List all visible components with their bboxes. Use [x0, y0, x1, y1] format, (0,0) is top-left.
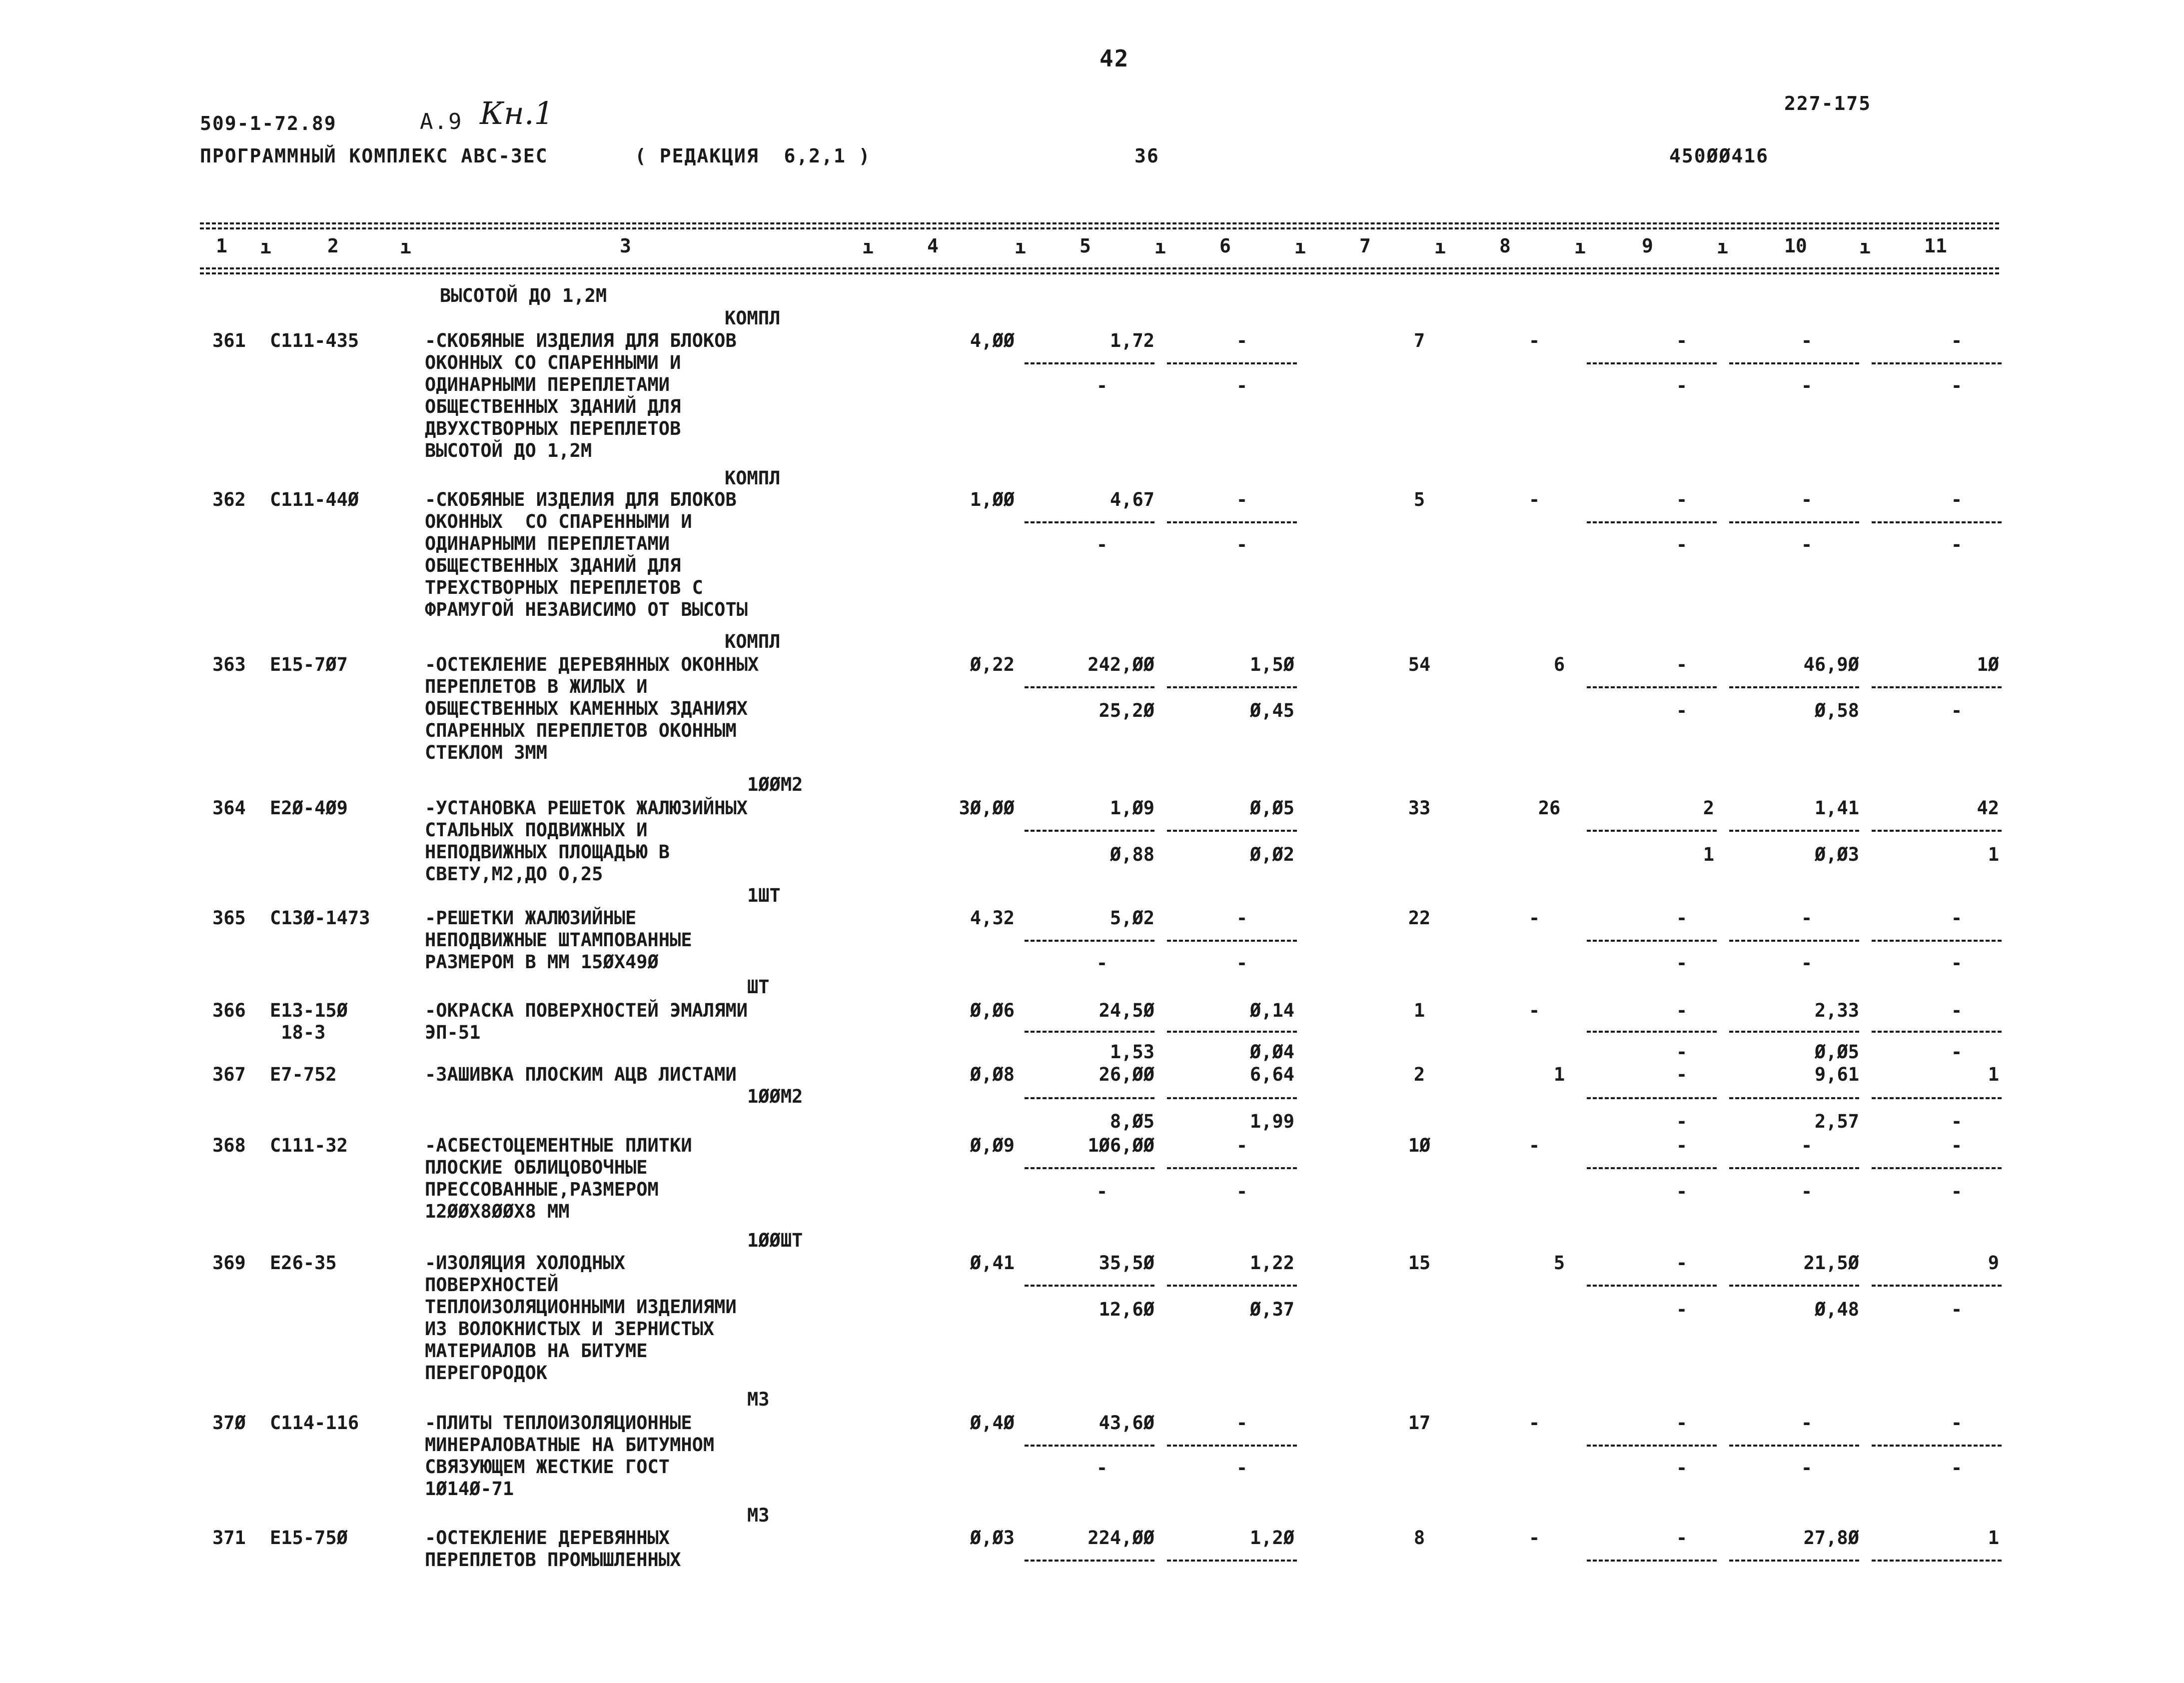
row-description: -СКОБЯНЫЕ ИЗДЕЛИЯ ДЛЯ БЛОКОВ ОКОННЫХ СО СПАРЕННЫМИ И ОДИНАРНЫМИ ПЕРЕПЛЕТАМИ ОБЩЕСТВЕННЫХ ЗДАНИЙ ДЛЯ ДВУХСТВОРНЫХ ПЕРЕПЛЕТОВ ВЫСОТОЙ ДО 1,2М	[425, 330, 737, 461]
value-underline	[1167, 1445, 1297, 1447]
value-underline	[1729, 940, 1859, 942]
row-number: 363	[212, 654, 246, 675]
row-description: -УСТАНОВКА РЕШЕТОК ЖАЛЮЗИЙНЫХ СТАЛЬНЫХ ПОДВИЖНЫХ И НЕПОДВИЖНЫХ ПЛОЩАДЬЮ В СВЕТУ,М2,ДО О,25	[425, 797, 748, 885]
column-header-9: 9	[1642, 235, 1653, 257]
row-col11: -	[1951, 1000, 1963, 1021]
row-code: Е7-752	[270, 1064, 337, 1085]
value-underline	[1587, 1285, 1717, 1287]
row-number: 368	[212, 1135, 246, 1156]
column-header-2: 2	[327, 235, 339, 257]
row-unit: М3	[747, 1389, 770, 1410]
value-underline	[1167, 1097, 1297, 1099]
row-col6-sub: Ø,Ø4	[1249, 1041, 1294, 1063]
row-number: 369	[212, 1252, 246, 1274]
row-col4: Ø,Ø9	[970, 1135, 1015, 1156]
value-underline	[1872, 1031, 2002, 1033]
row-col11-sub: -	[1951, 1457, 1963, 1479]
row-col10-sub: -	[1801, 375, 1813, 396]
row-col5: 1,72	[1109, 330, 1154, 351]
row-col10-sub: 2,57	[1814, 1111, 1859, 1132]
row-number: 361	[212, 330, 246, 351]
value-underline	[1872, 830, 2002, 832]
row-col9: -	[1676, 1000, 1688, 1021]
row-col8: -	[1528, 330, 1540, 351]
row-col10: -	[1801, 1135, 1813, 1156]
row-col6: -	[1236, 330, 1248, 351]
row-col7: 8	[1413, 1527, 1425, 1549]
row-col10-sub: -	[1801, 1181, 1813, 1202]
column-separator: ı	[862, 236, 874, 258]
table-rule-header-bottom-2	[200, 272, 1999, 276]
row-code: С111-32	[270, 1135, 348, 1156]
value-underline	[1167, 521, 1297, 523]
row-col9: -	[1676, 1412, 1688, 1434]
row-code: С111-435	[270, 330, 359, 351]
row-col9: -	[1676, 907, 1688, 929]
value-underline	[1872, 521, 2002, 523]
row-number: 365	[212, 907, 246, 929]
row-col8: -	[1528, 1135, 1540, 1156]
row-col5: 24,5Ø	[1098, 1000, 1154, 1021]
value-underline	[1025, 1097, 1154, 1099]
row-col7: 54	[1408, 654, 1431, 675]
row-col6: -	[1236, 1412, 1248, 1434]
row-col11-sub: -	[1951, 375, 1963, 396]
value-underline	[1729, 1445, 1859, 1447]
row-col9-sub: -	[1676, 1181, 1688, 1202]
row-unit: 1ØØШТ	[747, 1230, 803, 1251]
row-col6-sub: Ø,Ø2	[1249, 844, 1294, 865]
row-col7: 15	[1408, 1252, 1431, 1274]
row-col7: 5	[1413, 489, 1425, 510]
value-underline	[1167, 1031, 1297, 1033]
row-col10: 46,9Ø	[1803, 654, 1859, 675]
row-unit: КОМПЛ	[725, 307, 781, 329]
row-col10-sub: -	[1801, 1457, 1813, 1479]
value-underline	[1167, 686, 1297, 688]
document-code: 509-1-72.89	[200, 112, 337, 134]
row-col6: Ø,14	[1249, 1000, 1294, 1021]
row-col11: 9	[1988, 1252, 1999, 1274]
row-col6: -	[1236, 907, 1248, 929]
row-code: Е2Ø-4Ø9	[270, 797, 348, 819]
column-header-5: 5	[1080, 235, 1091, 257]
row-col11: 1	[1988, 1527, 1999, 1549]
column-header-7: 7	[1359, 235, 1371, 257]
row-code: Е26-35	[270, 1252, 337, 1274]
row-col5: 1Ø6,ØØ	[1088, 1135, 1154, 1156]
row-col6: 1,2Ø	[1249, 1527, 1294, 1549]
value-underline	[1587, 1031, 1717, 1033]
row-col9-sub: -	[1676, 534, 1688, 555]
value-underline	[1025, 1445, 1154, 1447]
row-col6-sub: -	[1236, 375, 1248, 396]
row-col11: 1	[1988, 1064, 1999, 1085]
page-number: 42	[1099, 45, 1129, 72]
value-underline	[1872, 686, 2002, 688]
row-col11: 42	[1977, 797, 1999, 819]
column-header-8: 8	[1499, 235, 1511, 257]
row-col5-sub: 8,Ø5	[1109, 1111, 1154, 1132]
row-col5: 1,Ø9	[1109, 797, 1154, 819]
row-col10: -	[1801, 489, 1813, 510]
row-col10: -	[1801, 907, 1813, 929]
row-col6-sub: -	[1236, 1457, 1248, 1479]
value-underline	[1729, 1560, 1859, 1562]
row-col10-sub: Ø,58	[1814, 700, 1859, 721]
row-col9: -	[1676, 1064, 1688, 1085]
row-col6-sub: -	[1236, 1181, 1248, 1202]
value-underline	[1587, 521, 1717, 523]
table-rule-header-bottom	[200, 267, 1999, 271]
value-underline	[1872, 1445, 2002, 1447]
row-col6: 1,5Ø	[1249, 654, 1294, 675]
row-number: 371	[212, 1527, 246, 1549]
sheet-number: 36	[1134, 145, 1159, 167]
row-col10: 27,8Ø	[1803, 1527, 1859, 1549]
row-col6: -	[1236, 489, 1248, 510]
row-col5-sub: 12,6Ø	[1098, 1299, 1154, 1320]
row-col7: 17	[1408, 1412, 1431, 1434]
row-col9-sub: -	[1676, 700, 1688, 721]
row-unit: 1ШТ	[747, 885, 781, 906]
row-col5-sub: -	[1096, 375, 1108, 396]
value-underline	[1025, 830, 1154, 832]
value-underline	[1025, 940, 1154, 942]
value-underline	[1872, 1097, 2002, 1099]
value-underline	[1872, 1285, 2002, 1287]
row-col6-sub: 1,99	[1249, 1111, 1294, 1132]
row-unit: КОМПЛ	[725, 467, 781, 489]
row-col10-sub: -	[1801, 534, 1813, 555]
row-col7: 2	[1413, 1064, 1425, 1085]
value-underline	[1167, 1285, 1297, 1287]
value-underline	[1587, 362, 1717, 364]
row-col11-sub: -	[1951, 1299, 1963, 1320]
row-unit: 1ØØМ2	[747, 1086, 803, 1107]
row-col5-sub: -	[1096, 1181, 1108, 1202]
row-col5-sub: -	[1096, 534, 1108, 555]
row-col9: -	[1676, 489, 1688, 510]
row-col9-sub: -	[1676, 375, 1688, 396]
row-col5-sub: 1,53	[1109, 1041, 1154, 1063]
row-col11-sub: 1	[1988, 844, 1999, 865]
value-underline	[1729, 362, 1859, 364]
row-col11-sub: -	[1951, 1181, 1963, 1202]
row-unit: КОМПЛ	[725, 631, 781, 652]
row-col7: 33	[1408, 797, 1431, 819]
row-col6-sub: -	[1236, 952, 1248, 974]
row-col11-sub: -	[1951, 700, 1963, 721]
row-col8: -	[1528, 1412, 1540, 1434]
row-col6: Ø,Ø5	[1249, 797, 1294, 819]
value-underline	[1872, 362, 2002, 364]
column-separator: ı	[1015, 236, 1026, 258]
row-code: С13Ø-1473	[270, 907, 370, 929]
row-col10: -	[1801, 330, 1813, 351]
value-underline	[1587, 1097, 1717, 1099]
row-col5-sub: 25,2Ø	[1098, 700, 1154, 721]
row-description: -АСБЕСТОЦЕМЕНТНЫЕ ПЛИТКИ ПЛОСКИЕ ОБЛИЦОВОЧНЫЕ ПРЕССОВАННЫЕ,РАЗМЕРОМ 12ØØХ8ØØХ8 ММ	[425, 1135, 692, 1222]
column-header-1: 1	[216, 235, 227, 257]
row-col5-sub: Ø,88	[1109, 844, 1154, 865]
column-separator: ı	[1717, 236, 1728, 258]
row-col4: 4,ØØ	[970, 330, 1015, 351]
row-col9-sub: -	[1676, 1457, 1688, 1479]
row-description: -ОКРАСКА ПОВЕРХНОСТЕЙ ЭМАЛЯМИ ЭП-51	[425, 1000, 748, 1043]
row-col9-sub: -	[1676, 1041, 1688, 1063]
row-description: -ОСТЕКЛЕНИЕ ДЕРЕВЯННЫХ ОКОННЫХ ПЕРЕПЛЕТОВ В ЖИЛЫХ И ОБЩЕСТВЕННЫХ КАМЕННЫХ ЗДАНИЯХ СПАРЕННЫХ ПЕРЕПЛЕТОВ ОКОННЫМ СТЕКЛОМ 3ММ	[425, 654, 759, 763]
row-col4: Ø,41	[970, 1252, 1015, 1274]
row-col10: 1,41	[1814, 797, 1859, 819]
value-underline	[1729, 1031, 1859, 1033]
value-underline	[1025, 686, 1154, 688]
value-underline	[1167, 362, 1297, 364]
row-unit: М3	[747, 1505, 770, 1526]
row-col11-sub: -	[1951, 1041, 1963, 1063]
row-col4: Ø,Ø8	[970, 1064, 1015, 1085]
row-col11-sub: -	[1951, 1111, 1963, 1132]
row-unit: 1ØØМ2	[747, 774, 803, 795]
row-col5: 242,ØØ	[1088, 654, 1154, 675]
value-underline	[1872, 940, 2002, 942]
row-col5: 5,Ø2	[1109, 907, 1154, 929]
row-code: С114-116	[270, 1412, 359, 1434]
row-col10: -	[1801, 1412, 1813, 1434]
handwritten-book-number: Кн.1	[480, 95, 554, 131]
column-header-4: 4	[927, 235, 939, 257]
row-col8: 5	[1553, 1252, 1565, 1274]
row-col5-sub: -	[1096, 952, 1108, 974]
row-description: -ОСТЕКЛЕНИЕ ДЕРЕВЯННЫХ ПЕРЕПЛЕТОВ ПРОМЫШЛЕННЫХ	[425, 1527, 681, 1571]
row-col8: 6	[1553, 654, 1565, 675]
row-col9: -	[1676, 330, 1688, 351]
row-code: С111-44Ø	[270, 489, 359, 510]
row-col11: -	[1951, 907, 1963, 929]
value-underline	[1729, 686, 1859, 688]
row-col4: 1,ØØ	[970, 489, 1015, 510]
row-col6: -	[1236, 1135, 1248, 1156]
row-number: 362	[212, 489, 246, 510]
value-underline	[1587, 940, 1717, 942]
row-code: Е13-15Ø 18-3	[270, 1000, 348, 1043]
row-col5: 35,5Ø	[1098, 1252, 1154, 1274]
row-col6: 6,64	[1249, 1064, 1294, 1085]
row-code: Е15-7Ø7	[270, 654, 348, 675]
row-col4: 3Ø,ØØ	[959, 797, 1015, 819]
row-col6-sub: Ø,45	[1249, 700, 1294, 721]
row-number: 366	[212, 1000, 246, 1021]
value-underline	[1025, 1031, 1154, 1033]
row-col4: Ø,Ø3	[970, 1527, 1015, 1549]
row-col7: 1	[1413, 1000, 1425, 1021]
row-col9: -	[1676, 654, 1688, 675]
row-col9: -	[1676, 1135, 1688, 1156]
value-underline	[1025, 1285, 1154, 1287]
value-underline	[1167, 1560, 1297, 1562]
column-separator: ı	[400, 236, 411, 258]
value-underline	[1025, 362, 1154, 364]
row-col8: 1	[1553, 1064, 1565, 1085]
row-col5: 43,6Ø	[1098, 1412, 1154, 1434]
row-col11: 1Ø	[1977, 654, 1999, 675]
row-col9: -	[1676, 1527, 1688, 1549]
row-col10-sub: Ø,Ø5	[1814, 1041, 1859, 1063]
row-description: -ИЗОЛЯЦИЯ ХОЛОДНЫХ ПОВЕРХНОСТЕЙ ТЕПЛОИЗОЛЯЦИОННЫМИ ИЗДЕЛИЯМИ ИЗ ВОЛОКНИСТЫХ И ЗЕРНИСТЫХ МАТЕРИАЛОВ НА БИТУМЕ ПЕРЕГОРОДОК	[425, 1252, 737, 1384]
column-header-6: 6	[1219, 235, 1231, 257]
row-col6-sub: Ø,37	[1249, 1299, 1294, 1320]
value-underline	[1872, 1167, 2002, 1169]
row-col7: 7	[1413, 330, 1425, 351]
row-col11-sub: -	[1951, 952, 1963, 974]
column-separator: ı	[1154, 236, 1166, 258]
column-separator: ı	[1859, 236, 1871, 258]
row-description: -СКОБЯНЫЕ ИЗДЕЛИЯ ДЛЯ БЛОКОВ ОКОННЫХ СО СПАРЕННЫМИ И ОДИНАРНЫМИ ПЕРЕПЛЕТАМИ ОБЩЕСТВЕННЫХ ЗДАНИЙ ДЛЯ ТРЕХСТВОРНЫХ ПЕРЕПЛЕТОВ С ФРАМУГОЙ НЕЗАВИСИМО ОТ ВЫСОТЫ	[425, 489, 748, 620]
value-underline	[1729, 521, 1859, 523]
row-col8: -	[1528, 1527, 1540, 1549]
row-col11: -	[1951, 1135, 1963, 1156]
row-col11-sub: -	[1951, 534, 1963, 555]
row-col8: -	[1528, 489, 1540, 510]
row-col9: 2	[1703, 797, 1714, 819]
row-col9-sub: -	[1676, 1111, 1688, 1132]
row-col7: 22	[1408, 907, 1431, 929]
column-header-10: 10	[1784, 235, 1807, 257]
row-col5: 224,ØØ	[1088, 1527, 1154, 1549]
value-underline	[1729, 1285, 1859, 1287]
value-underline	[1872, 1560, 2002, 1562]
row-col9-sub: 1	[1703, 844, 1714, 865]
row-col9: -	[1676, 1252, 1688, 1274]
column-separator: ı	[1574, 236, 1586, 258]
row-col5-sub: -	[1096, 1457, 1108, 1479]
value-underline	[1587, 1167, 1717, 1169]
album-label: А.9	[420, 109, 463, 134]
row-col4: 4,32	[970, 907, 1015, 929]
row-col10-sub: Ø,Ø3	[1814, 844, 1859, 865]
value-underline	[1587, 1560, 1717, 1562]
value-underline	[1167, 1167, 1297, 1169]
column-header-3: 3	[620, 235, 631, 257]
row-col10: 9,61	[1814, 1064, 1859, 1085]
row-col7: 1Ø	[1408, 1135, 1431, 1156]
row-col10-sub: Ø,48	[1814, 1299, 1859, 1320]
row-col9-sub: -	[1676, 1299, 1688, 1320]
value-underline	[1587, 1445, 1717, 1447]
row-code: Е15-75Ø	[270, 1527, 348, 1549]
row-col8: -	[1528, 907, 1540, 929]
row-number: 37Ø	[212, 1412, 246, 1434]
row-col9-sub: -	[1676, 952, 1688, 974]
continuation-text: ВЫСОТОЙ ДО 1,2М	[440, 285, 607, 306]
value-underline	[1587, 830, 1717, 832]
row-col4: Ø,22	[970, 654, 1015, 675]
row-col10: 2,33	[1814, 1000, 1859, 1021]
value-underline	[1167, 830, 1297, 832]
column-separator: ı	[260, 236, 271, 258]
row-col11: -	[1951, 330, 1963, 351]
row-description: -РЕШЕТКИ ЖАЛЮЗИЙНЫЕ НЕПОДВИЖНЫЕ ШТАМПОВАННЫЕ РАЗМЕРОМ В ММ 15ØХ49Ø	[425, 907, 692, 973]
value-underline	[1729, 830, 1859, 832]
row-col10: 21,5Ø	[1803, 1252, 1859, 1274]
value-underline	[1025, 521, 1154, 523]
row-number: 367	[212, 1064, 246, 1085]
code-top-right: 227-175	[1784, 92, 1872, 114]
program-title: ПРОГРАММНЫЙ КОМПЛЕКС АВС-3ЕС	[200, 145, 548, 167]
table-rule-top-2	[200, 227, 1999, 231]
column-header-11: 11	[1924, 235, 1947, 257]
value-underline	[1167, 940, 1297, 942]
row-description: -ЗАШИВКА ПЛОСКИМ АЦВ ЛИСТАМИ	[425, 1064, 737, 1085]
value-underline	[1729, 1097, 1859, 1099]
value-underline	[1025, 1167, 1154, 1169]
row-col4: Ø,4Ø	[970, 1412, 1015, 1434]
row-col5: 26,ØØ	[1098, 1064, 1154, 1085]
column-separator: ı	[1294, 236, 1306, 258]
row-number: 364	[212, 797, 246, 819]
code-right: 450ØØ416	[1669, 145, 1769, 167]
row-col8: -	[1528, 1000, 1540, 1021]
table-rule-top	[200, 222, 1999, 226]
row-col11: -	[1951, 489, 1963, 510]
row-col5: 4,67	[1109, 489, 1154, 510]
row-col4: Ø,Ø6	[970, 1000, 1015, 1021]
row-col8: 26	[1538, 797, 1561, 819]
row-col6: 1,22	[1249, 1252, 1294, 1274]
value-underline	[1587, 686, 1717, 688]
value-underline	[1729, 1167, 1859, 1169]
row-col11: -	[1951, 1412, 1963, 1434]
row-col6-sub: -	[1236, 534, 1248, 555]
edition-label: ( РЕДАКЦИЯ 6,2,1 )	[635, 145, 871, 167]
row-description: -ПЛИТЫ ТЕПЛОИЗОЛЯЦИОННЫЕ МИНЕРАЛОВАТНЫЕ НА БИТУМНОМ СВЯЗУЮЩЕМ ЖЕСТКИЕ ГОСТ 1Ø14Ø-71	[425, 1412, 715, 1500]
value-underline	[1025, 1560, 1154, 1562]
column-separator: ı	[1434, 236, 1446, 258]
row-unit: ШТ	[747, 976, 770, 998]
row-col10-sub: -	[1801, 952, 1813, 974]
